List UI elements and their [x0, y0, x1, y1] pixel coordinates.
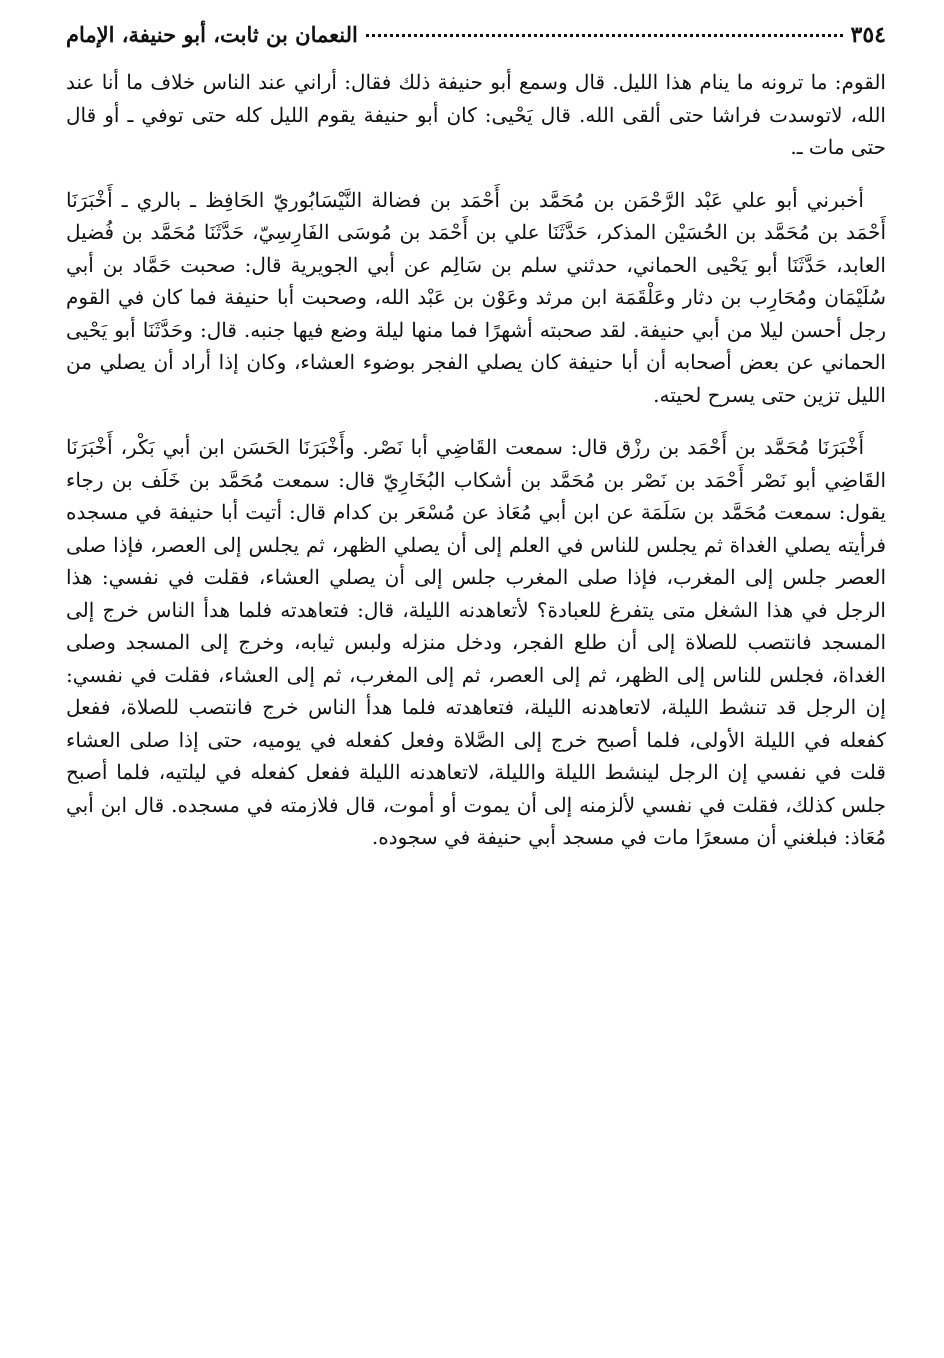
paragraph-narration-2: أَخْبَرَنَا مُحَمَّد بن أَحْمَد بن رزْق قال: سمعت القَاضِي أبا نَصْر. وأَخْبَرَنَا الحَسَن ابن أبي بَكْر، أَخْبَرَنَا القَاضِي أبو نَصْر أَحْمَد بن نَصْر بن مُحَمَّد بن أشكاب البُخَارِيّ قال: سمعت مُحَمَّد بن خَلَف بن رجاء يقول: سمعت مُحَمَّد بن سَلَمَة عن ابن أبي مُعَاذ عن مُسْعَر بن كدام قال: أتيت أبا حنيفة في مسجده فرأيته يصلي الغداة ثم يجلس للناس في العلم إلى أن يصلي الظهر، ثم يجلس إلى العصر، فإذا صلى العصر جلس إلى المغرب، فإذا صلى المغرب جلس إلى أن يصلي العشاء، فقلت في نفسي: هذا الرجل في هذا الشغل متى يتفرغ للعبادة؟ لأتعاهدنه الليلة، قال: فتعاهدته فلما هدأ الناس خرج إلى المسجد فانتصب للصلاة إلى أن طلع الفجر، ودخل منزله ولبس ثيابه، وخرج إلى المسجد وصلى الغداة، فجلس للناس إلى الظهر، ثم إلى العصر، ثم إلى المغرب، ثم إلى العشاء، فقلت في نفسي: إن الرجل قد تنشط الليلة، لاتعاهدنه الليلة، فتعاهدته فلما هدأ الناس خرج فانتصب للصلاة، ففعل كفعله في الليلة الأولى، فلما أصبح خرج إلى الصَّلاة وفعل كفعله في يوميه، حتى إذا صلى العشاء قلت في نفسي إن الرجل لينشط الليلة والليلة، لاتعاهدنه الليلة ففعل كفعله في ليلتيه، فلما أصبح جلس كذلك، فقلت في نفسي لألزمنه إلى أن يموت أو أموت، قال فلازمته في مسجده. قال ابن أبي مُعَاذ: فبلغني أن مسعرًا مات في مسجد أبي حنيفة في سجوده.	[66, 435, 887, 849]
book-page	[66, 22, 886, 1332]
paragraph-narration-1: أخبرني أبو علي عَبْد الرَّحْمَن بن مُحَمَّد بن أَحْمَد بن فضالة النَّيْسَابُوريّ الحَافِظ ـ بالري ـ أَخْبَرَنَا أَحْمَد بن مُحَمَّد بن الحُسَيْن المذكر، حَدَّثَنَا علي بن أَحْمَد بن مُوسَى الفَارِسِيّ، حَدَّثَنَا مُحَمَّد بن فُضيل العابد، حَدَّثَنَا أبو يَحْيى الحماني، حدثني سلم بن سَالِم عن أبي الجويرية قال: صحبت حَمَّاد بن أبي سُلَيْمَان ومُحَارِب بن دثار وعَلْقَمَة ابن مرثد وعَوْن بن عَبْد الله، وصحبت أبا حنيفة فما كان في القوم رجل أحسن ليلا من أبي حنيفة. لقد صحبته أشهرًا فما منها ليلة وضع فيها جنبه. قال: وحَدَّثَنَا أبو يَحْيى الحماني عن بعض أصحابه أن أبا حنيفة كان يصلي الفجر بوضوء العشاء، وكان إذا أراد أن يصلي من الليل تزين حتى يسرح لحيته.	[66, 187, 886, 407]
leader-dots	[366, 34, 843, 37]
paragraph-gap	[66, 411, 886, 431]
running-head	[66, 22, 886, 66]
paragraph-continuation: القوم: ما ترونه ما ينام هذا الليل. قال وسمع أبو حنيفة ذلك فقال: أراني عند الناس خلاف ما أنا عند الله، لاتوسدت فراشا حتى ألقى الله. قال يَحْيى: كان أبو حنيفة يقوم الليل كله حتى توفي ـ أو قال حتى مات ـ.	[66, 70, 886, 159]
paragraph-gap	[66, 164, 886, 184]
running-title: النعمان بن ثابت، أبو حنيفة، الإمام	[66, 22, 358, 47]
page-number: ٣٥٤	[850, 22, 886, 48]
